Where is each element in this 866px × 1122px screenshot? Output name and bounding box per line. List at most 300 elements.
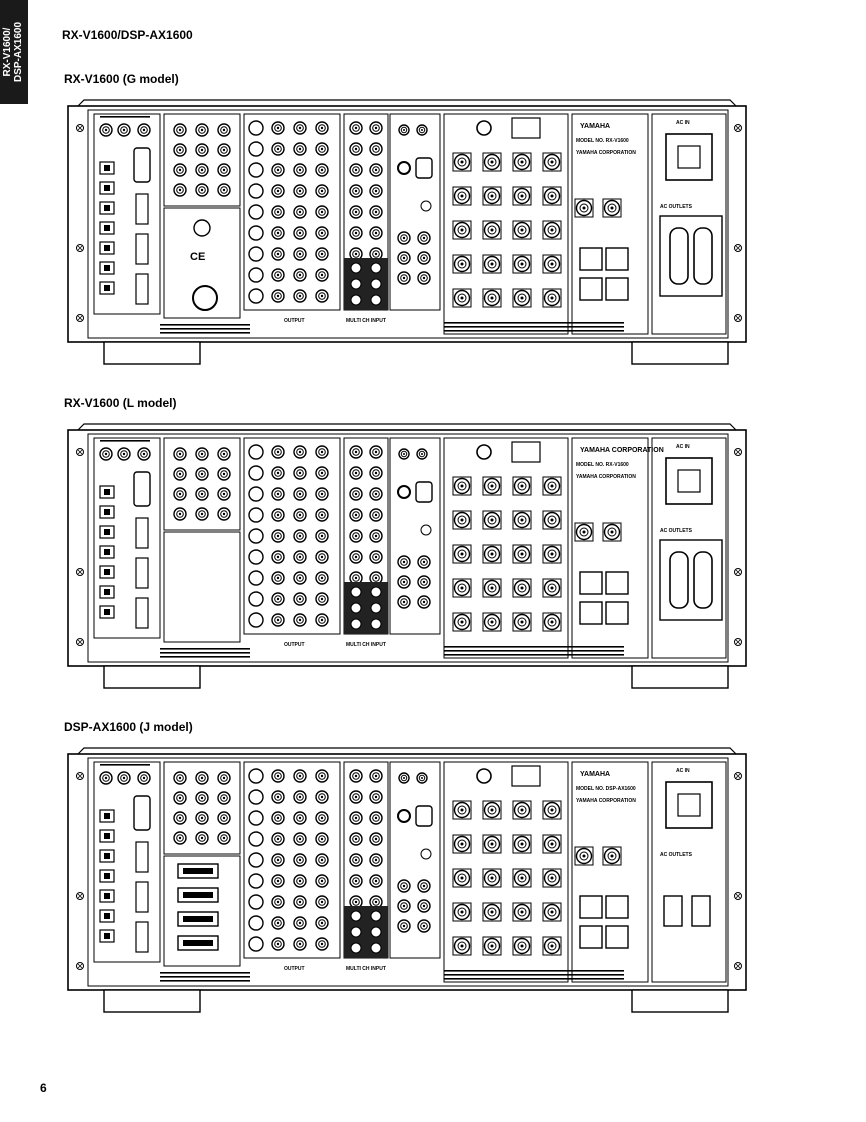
label-line [100,440,150,442]
rs232c-port [134,148,150,182]
speaker-terminal [453,835,471,853]
rca-jack [196,772,208,784]
rca-jack [294,185,306,197]
speaker-terminal [483,869,501,887]
rca-jack [316,185,328,197]
rca-jack [418,596,430,608]
s-video-port [249,853,263,867]
chassis-outline [68,754,746,990]
ac-outlet [670,552,688,608]
rca-jack [294,269,306,281]
speaker-terminal [483,289,501,307]
rca-jack [418,920,430,932]
speaker-terminal [543,187,561,205]
rca-jack [418,232,430,244]
s-video-port [249,184,263,198]
rca-jack [418,272,430,284]
rca-jack [294,812,306,824]
rca-jack [316,143,328,155]
speaker-terminal [543,477,561,495]
speaker-terminal [513,903,531,921]
output-label: OUTPUT [284,966,305,972]
s-video-port [249,790,263,804]
rca-jack [196,488,208,500]
label-line [100,116,150,118]
rca-jack [196,832,208,844]
speaker-terminal [543,579,561,597]
speaker-terminal [513,477,531,495]
speaker-terminal [513,937,531,955]
screw [77,245,84,252]
speaker-terminal [453,255,471,273]
rca-jack [174,184,186,196]
rca-jack [294,164,306,176]
speaker-terminal [543,869,561,887]
speaker-terminal [483,187,501,205]
rca-jack [174,508,186,520]
rca-jack [218,184,230,196]
section-side-tab [0,0,28,104]
brand-label: YAMAHA [580,771,611,778]
rca-jack [417,125,427,135]
chassis-top [78,100,736,106]
rca-jack [272,833,284,845]
hdmi-port [136,558,148,588]
preset-terminal [580,896,602,918]
label-line [160,332,250,334]
rca-jack [272,143,284,155]
hdmi-port [136,922,148,952]
screw [77,893,84,900]
rca-jack [272,875,284,887]
rca-jack [272,185,284,197]
screw [77,125,84,132]
rca-jack [418,880,430,892]
rca-jack [370,206,382,218]
rca-jack [174,792,186,804]
model-number: MODEL NO. RX-V1600 [576,138,629,144]
rca-jack [196,184,208,196]
s-video-port [249,226,263,240]
speaker-terminal [543,903,561,921]
speaker-terminal [483,221,501,239]
speaker-terminal [513,835,531,853]
screw [735,125,742,132]
rca-jack [294,875,306,887]
speaker-terminal [453,903,471,921]
rca-jack [138,448,150,460]
rca-jack [196,448,208,460]
remote-jack [398,486,410,498]
rca-jack [370,143,382,155]
screw [735,893,742,900]
rca-jack [399,449,409,459]
rca-jack [294,206,306,218]
chassis-top [78,424,736,430]
rca-jack [272,551,284,563]
screw [735,245,742,252]
rca-jack [316,875,328,887]
s-video-port [249,163,263,177]
rca-jack [316,812,328,824]
rear-panel-drawing [60,422,754,714]
foot-left [104,666,200,688]
speaker-terminal [575,847,593,865]
speaker-terminal [453,937,471,955]
label-line [444,646,624,648]
s-video-port [249,268,263,282]
rca-jack [294,227,306,239]
rca-jack [398,556,410,568]
screw [77,449,84,456]
rca-jack [196,508,208,520]
speaker-terminal [513,579,531,597]
rca-jack [316,917,328,929]
rca-jack [398,596,410,608]
rca-jack [218,164,230,176]
rca-jack [196,164,208,176]
rca-jack [370,185,382,197]
multi-ch-label: MULTI CH INPUT [346,318,386,324]
label-line [160,324,250,326]
rca-jack [294,917,306,929]
label-line [160,652,250,654]
rca-jack [218,812,230,824]
speaker-terminal [453,289,471,307]
rca-jack [316,791,328,803]
rca-jack [316,206,328,218]
rca-jack [272,509,284,521]
speaker-terminal [513,511,531,529]
rca-jack [174,448,186,460]
rca-jack [272,530,284,542]
rear-panel-g-model [60,98,754,390]
gnd-screw [421,525,431,535]
rca-jack [294,143,306,155]
rca-jack [272,290,284,302]
rca-jack [218,144,230,156]
rca-jack [316,593,328,605]
rca-jack [174,124,186,136]
rca-jack [294,593,306,605]
rca-jack [316,488,328,500]
model-heading-l: RX-V1600 (L model) [64,396,177,410]
speaker-terminal [513,289,531,307]
screw [735,449,742,456]
speaker-terminal [543,153,561,171]
rca-jack [418,556,430,568]
rca-jack [370,551,382,563]
speaker-terminal [453,545,471,563]
label-line [444,970,624,972]
rca-jack [294,770,306,782]
speaker-terminal [483,477,501,495]
speaker-terminal [543,221,561,239]
rca-jack [100,448,112,460]
s-video-port [249,121,263,135]
rca-jack [218,832,230,844]
preset-terminal [606,926,628,948]
ac-outlet [664,896,682,926]
label-line [100,764,150,766]
fm-antenna [477,769,491,783]
rca-jack [398,576,410,588]
rca-jack [350,833,362,845]
preset-terminal [580,572,602,594]
rca-jack [316,446,328,458]
speaker-terminal [543,511,561,529]
speaker-terminal [513,613,531,631]
s-video-port [249,571,263,585]
rca-jack [370,488,382,500]
hdmi-port [136,882,148,912]
ac-outlet [692,896,710,926]
screw [735,963,742,970]
rca-jack [272,593,284,605]
label-line [444,326,624,328]
rca-jack [218,488,230,500]
speaker-terminal [513,545,531,563]
ac-in-label: AC IN [676,120,690,126]
rca-jack [370,833,382,845]
rca-jack [316,833,328,845]
speaker-terminal [483,255,501,273]
document-title: RX-V1600/DSP-AX1600 [62,28,193,42]
rca-jack [370,812,382,824]
speaker-terminal [483,903,501,921]
preset-terminal [580,602,602,624]
rca-jack [350,791,362,803]
rca-jack [272,467,284,479]
hdmi-port [136,598,148,628]
label-line [444,650,624,652]
rca-jack [138,772,150,784]
marking-symbol [193,286,217,310]
speaker-terminal [513,153,531,171]
rca-jack [316,164,328,176]
side-tab-line1: RX-V1600/ [2,27,13,77]
rca-jack [118,124,130,136]
rca-jack [350,488,362,500]
speaker-terminal [453,613,471,631]
s-video-port [249,874,263,888]
rca-jack [370,854,382,866]
cable-clamp [194,220,210,236]
rca-jack [100,772,112,784]
rca-jack [218,772,230,784]
ac-in-label: AC IN [676,768,690,774]
gnd-screw [421,849,431,859]
rca-jack [100,124,112,136]
rca-jack [272,446,284,458]
rca-jack [294,614,306,626]
rs232c-port [134,796,150,830]
ce-mark: CE [190,251,206,263]
rca-jack [272,122,284,134]
ac-outlet [694,228,712,284]
rca-jack [174,164,186,176]
rca-jack [370,467,382,479]
label-line [444,974,624,976]
rca-jack [350,770,362,782]
speaker-terminal [483,511,501,529]
rca-jack [218,792,230,804]
foot-right [632,342,728,364]
speaker-terminal [453,579,471,597]
speaker-terminal [603,523,621,541]
optical-output [416,806,432,826]
speaker-terminal [543,613,561,631]
preset-terminal [580,926,602,948]
optical-output [416,158,432,178]
label-line [160,328,250,330]
rca-jack [294,290,306,302]
speaker-terminal [483,937,501,955]
speaker-terminal [575,523,593,541]
ac-in-label: AC IN [676,444,690,450]
rca-jack [294,530,306,542]
foot-left [104,342,200,364]
s-video-port [249,832,263,846]
s-video-port [249,550,263,564]
rca-jack [272,917,284,929]
s-video-port [249,811,263,825]
ac-outlets-label: AC OUTLETS [660,852,692,858]
model-number: MODEL NO. RX-V1600 [576,462,629,468]
speaker-terminal [453,869,471,887]
speaker-terminal [483,579,501,597]
foot-right [632,666,728,688]
rca-jack [174,832,186,844]
rca-jack [316,290,328,302]
rca-jack [174,144,186,156]
speaker-terminal [603,847,621,865]
s-video-port [249,937,263,951]
rca-jack [398,920,410,932]
speaker-terminal [543,289,561,307]
ac-outlets-label: AC OUTLETS [660,528,692,534]
rca-jack [294,122,306,134]
rca-jack [316,614,328,626]
corporation-label: YAMAHA CORPORATION [576,150,636,156]
s-video-port [249,916,263,930]
rca-jack [398,232,410,244]
rca-jack [294,896,306,908]
rca-jack [272,164,284,176]
rca-jack [350,185,362,197]
label-line [444,978,624,980]
rca-jack [294,248,306,260]
rca-jack [218,448,230,460]
speaker-terminal [483,153,501,171]
speaker-terminal [453,153,471,171]
rca-jack [418,252,430,264]
preset-terminal [606,896,628,918]
rca-jack [272,227,284,239]
speaker-terminal [513,187,531,205]
s-video-port [249,247,263,261]
rca-jack [174,468,186,480]
rca-jack [174,812,186,824]
rca-jack [370,791,382,803]
rca-jack [399,125,409,135]
rca-jack [196,468,208,480]
speaker-terminal [513,221,531,239]
corporation-label: YAMAHA CORPORATION [576,798,636,804]
remote-jack [398,810,410,822]
screw [77,569,84,576]
rca-jack [316,122,328,134]
rca-jack [350,122,362,134]
speaker-terminal [483,835,501,853]
hdmi-port [136,842,148,872]
rear-panel-drawing [60,746,754,1038]
screw [735,569,742,576]
preset-terminal [606,602,628,624]
rca-jack [272,854,284,866]
preset-terminal [580,248,602,270]
rca-jack [316,467,328,479]
chassis-outline [68,430,746,666]
rca-jack [350,143,362,155]
screw [735,315,742,322]
output-label: OUTPUT [284,642,305,648]
rca-jack [370,446,382,458]
rca-jack [417,449,427,459]
label-line [160,648,250,650]
s-video-port [249,445,263,459]
rca-jack [118,448,130,460]
rca-jack [118,772,130,784]
screw [77,639,84,646]
rca-jack [316,572,328,584]
rca-jack [294,572,306,584]
preset-terminal [580,278,602,300]
rca-jack [350,875,362,887]
brand-label: YAMAHA CORPORATION [580,447,664,454]
hdmi-port [136,518,148,548]
rca-jack [316,551,328,563]
speaker-terminal [543,835,561,853]
rca-jack [316,269,328,281]
rs232c-port [134,472,150,506]
rear-panel-j-model [60,746,754,1038]
s-video-port [249,508,263,522]
preset-terminal [606,248,628,270]
speaker-terminal [453,477,471,495]
model-heading-g: RX-V1600 (G model) [64,72,179,86]
gnd-screw [421,201,431,211]
rca-jack [272,896,284,908]
speaker-terminal [453,511,471,529]
label-line [444,330,624,332]
output-label: OUTPUT [284,318,305,324]
rca-jack [174,488,186,500]
rca-jack [370,122,382,134]
foot-right [632,990,728,1012]
screw [735,773,742,780]
speaker-terminal [483,801,501,819]
speaker-terminal [543,937,561,955]
rca-jack [272,206,284,218]
rca-jack [316,854,328,866]
rca-jack [218,468,230,480]
rca-jack [350,467,362,479]
rca-jack [294,488,306,500]
rca-jack [294,791,306,803]
screw [735,639,742,646]
hdmi-port [136,234,148,264]
